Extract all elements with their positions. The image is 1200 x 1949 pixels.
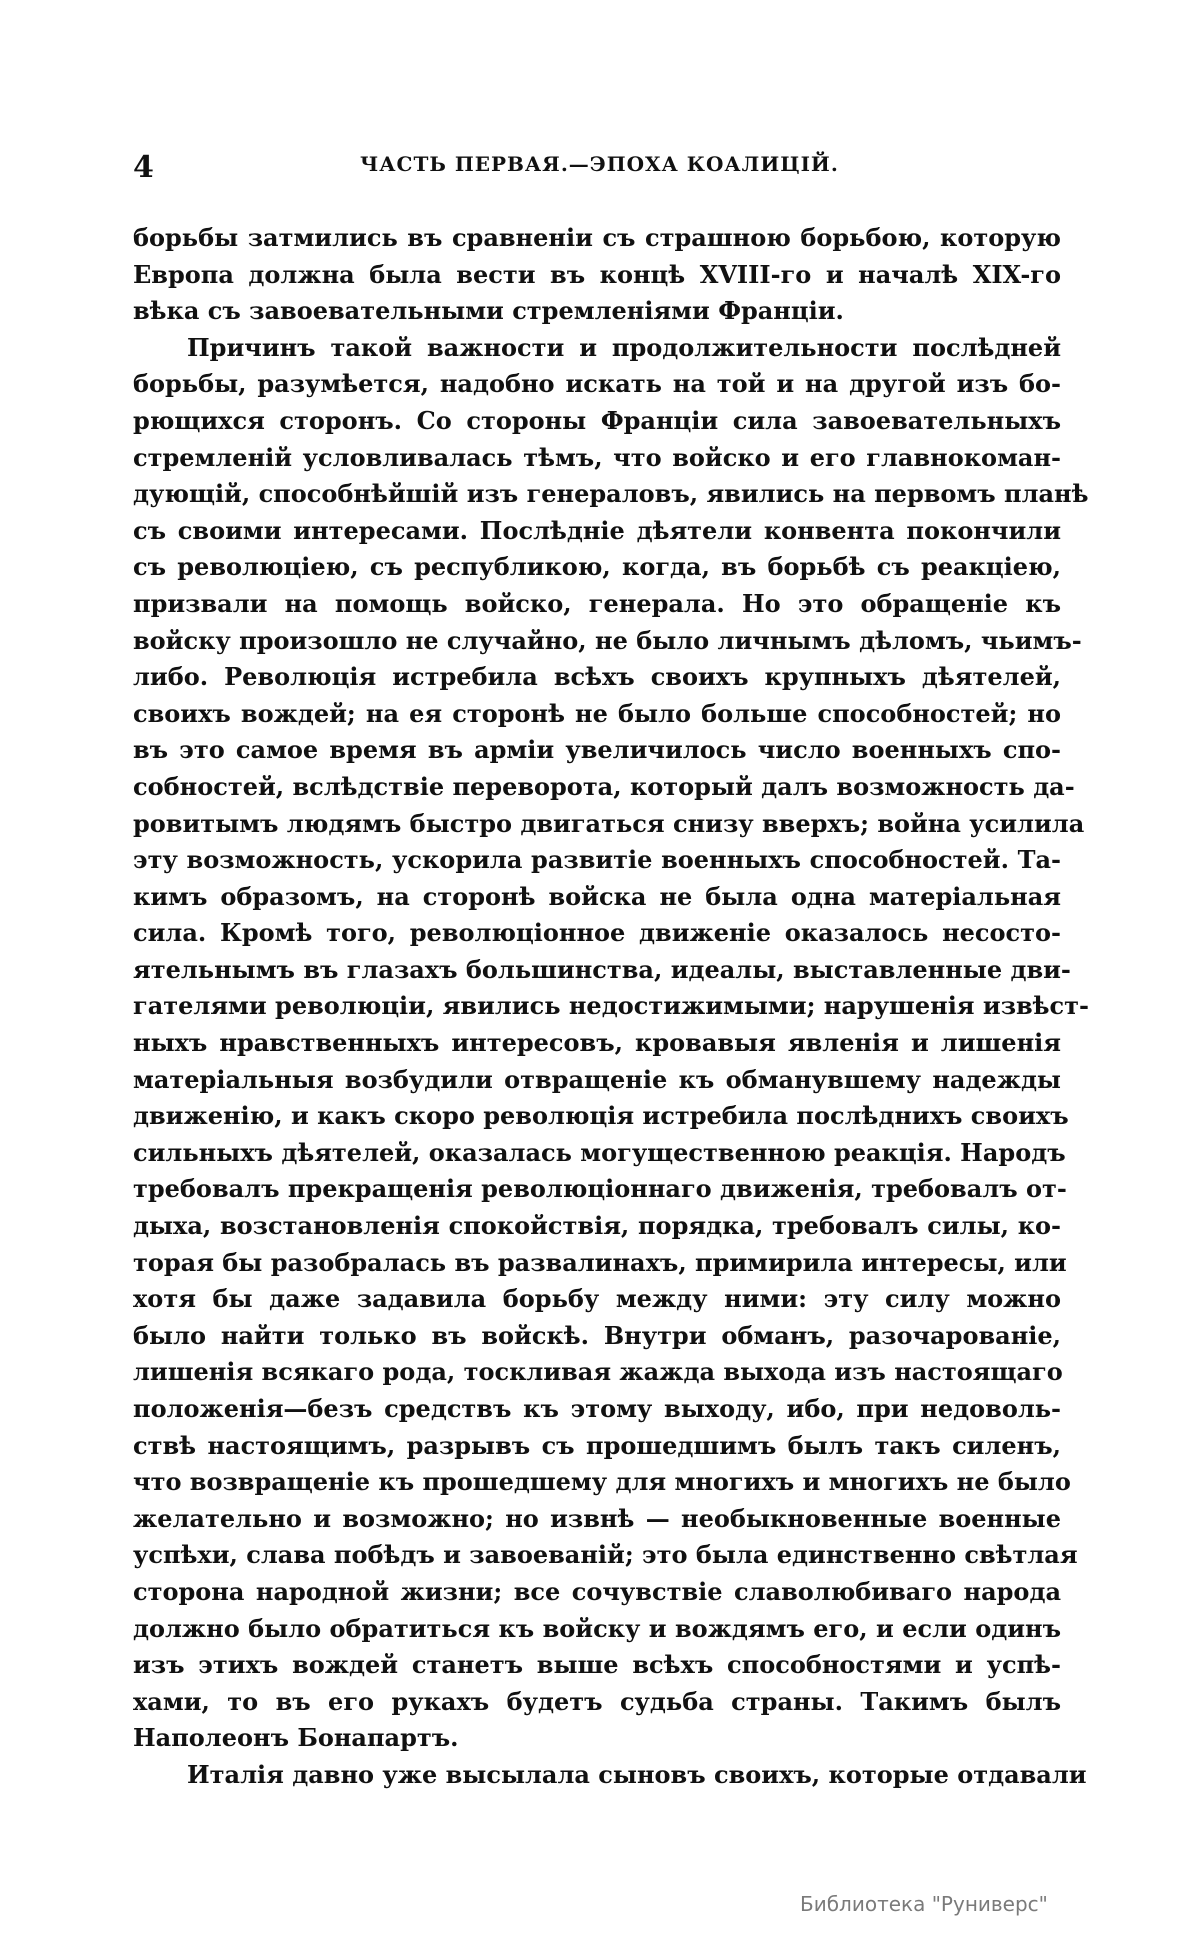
running-header: ЧАСТЬ ПЕРВАЯ.—ЭПОХА КОАЛИЦІЙ.	[360, 152, 839, 176]
text-line: въ это самое время въ арміи увеличилось число военныхъ спо-	[133, 735, 1061, 765]
body-text	[133, 220, 1090, 1794]
text-line: съ своими интересами. Послѣдніе дѣятели конвента покончили	[133, 515, 1061, 545]
text-line: требовалъ прекращенія революціоннаго движенія, требовалъ от-	[133, 1174, 1067, 1204]
text-line: собностей, вслѣдствіе переворота, который далъ возможность да-	[133, 771, 1075, 801]
text-line: войску произошло не случайно, не было личнымъ дѣломъ, чьимъ-	[133, 625, 1082, 655]
text-line: Наполеонъ Бонапартъ.	[133, 1723, 459, 1753]
text-line: матеріальныя возбудили отвращеніе къ обманувшему надежды	[133, 1064, 1061, 1094]
text-line: положенія—безъ средствъ къ этому выходу, ибо, при недоволь-	[133, 1394, 1061, 1423]
text-line: хотя бы даже задавила борьбу между ними: эту силу можно	[133, 1284, 1061, 1314]
paragraph-first-line: Причинъ такой важности и продолжительности послѣдней	[187, 332, 1061, 362]
text-line: лишенія всякаго рода, тоскливая жажда выхода изъ настоящаго	[133, 1357, 1063, 1387]
text-line: ствѣ настоящимъ, разрывъ съ прошедшимъ былъ такъ силенъ,	[133, 1430, 1061, 1460]
text-line: борьбы затмились въ сравненіи съ страшною борьбою, которую	[133, 223, 1061, 252]
text-line: рющихся сторонъ. Со стороны Франціи сила завоевательныхъ	[133, 405, 1061, 435]
paragraph-first-line: Италія давно уже высылала сыновъ своихъ, которые отдавали	[187, 1759, 1087, 1789]
text-line: желательно и возможно; но извнѣ — необыкновенные военные	[133, 1503, 1061, 1533]
text-line: хами, то въ его рукахъ будетъ судьба страны. Такимъ былъ	[133, 1686, 1061, 1716]
page-number: 4	[133, 150, 154, 185]
text-line: торая бы разобралась въ развалинахъ, примирила интересы, или	[133, 1247, 1067, 1277]
text-line: съ революціею, съ республикою, когда, въ борьбѣ съ реакціею,	[133, 552, 1061, 582]
library-watermark: Библиотека "Руниверс"	[800, 1892, 1048, 1916]
text-line: сторона народной жизни; все сочувствіе славолюбиваго народа	[133, 1576, 1061, 1606]
text-line: либо. Революція истребила всѣхъ своихъ крупныхъ дѣятелей,	[133, 662, 1061, 692]
text-line: призвали на помощь войско, генерала. Но это обращеніе къ	[133, 588, 1061, 618]
text-line: ровитымъ людямъ быстро двигаться снизу вверхъ; война усилила	[133, 808, 1085, 838]
text-line: успѣхи, слава побѣдъ и завоеваній; это была единственно свѣтлая	[133, 1540, 1078, 1570]
text-line: дыха, возстановленія спокойствія, порядка, требовалъ силы, ко-	[133, 1211, 1061, 1241]
text-line: должно было обратиться къ войску и вождямъ его, и если одинъ	[133, 1613, 1061, 1643]
text-line: движенію, и какъ скоро революція истребила послѣднихъ своихъ	[133, 1101, 1069, 1131]
text-line: гателями революціи, явились недостижимыми; нарушенія извѣст-	[133, 991, 1090, 1021]
text-line: дующій, способнѣйшій изъ генераловъ, явились на первомъ планѣ	[133, 479, 1089, 509]
text-line: сильныхъ дѣятелей, оказалась могущественною реакція. Народъ	[133, 1137, 1066, 1167]
text-line: было найти только въ войскѣ. Внутри обманъ, разочарованіе,	[133, 1320, 1061, 1350]
text-line: ныхъ нравственныхъ интересовъ, кровавыя явленія и лишенія	[133, 1028, 1061, 1058]
text-line: сила. Кромѣ того, революціонное движеніе оказалось несосто-	[133, 918, 1061, 948]
text-line: кимъ образомъ, на сторонѣ войска не была одна матеріальная	[133, 881, 1061, 911]
text-line: борьбы, разумѣется, надобно искать на той и на другой изъ бо-	[133, 369, 1061, 399]
text-line: Европа должна была вести въ концѣ XVIII-го и началѣ XIX-го	[133, 259, 1061, 289]
text-line: своихъ вождей; на ея сторонѣ не было больше способностей; но	[133, 698, 1061, 728]
text-line: вѣка съ завоевательными стремленіями Франціи.	[133, 296, 844, 326]
text-line: что возвращеніе къ прошедшему для многихъ и многихъ не было	[133, 1467, 1071, 1497]
text-line: стремленій условливалась тѣмъ, что войско и его главнокоман-	[133, 442, 1061, 472]
text-line: изъ этихъ вождей станетъ выше всѣхъ способностями и успѣ-	[133, 1650, 1061, 1680]
text-line: эту возможность, ускорила развитіе военныхъ способностей. Та-	[133, 845, 1061, 875]
text-line: ятельнымъ въ глазахъ большинства, идеалы, выставленные дви-	[133, 954, 1071, 984]
